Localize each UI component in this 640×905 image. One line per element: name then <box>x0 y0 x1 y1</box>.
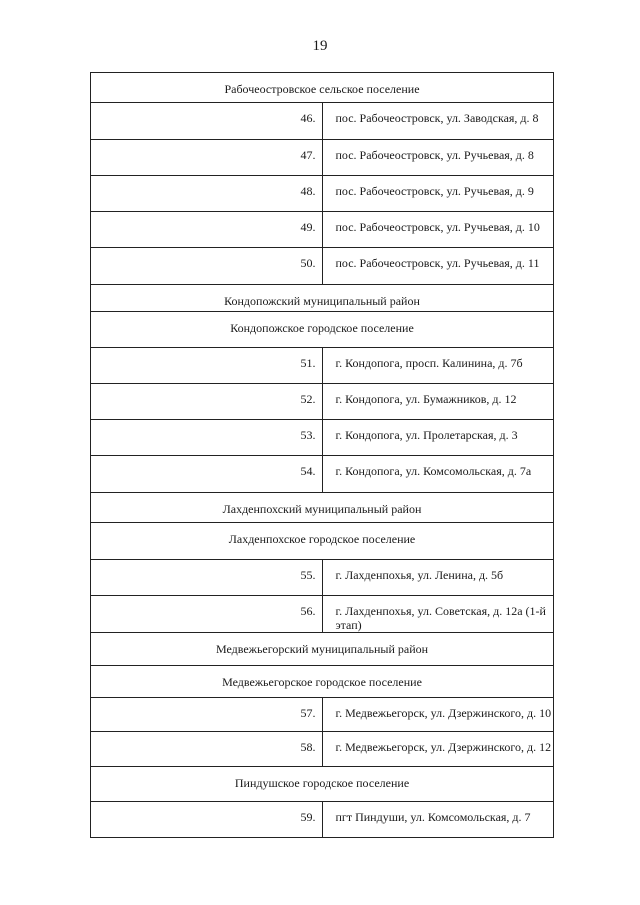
row-number: 55. <box>91 560 323 596</box>
table-row <box>91 802 554 838</box>
section-title: Пиндушское городское поселение <box>91 767 554 802</box>
row-number: 47. <box>91 140 323 176</box>
table-row <box>91 212 554 248</box>
row-number: 51. <box>91 348 323 384</box>
row-number: 48. <box>91 176 323 212</box>
row-number: 54. <box>91 456 323 493</box>
address-cell: г. Кондопога, ул. Пролетарская, д. 3 <box>322 420 554 456</box>
address-cell: г. Медвежьегорск, ул. Дзержинского, д. 10 <box>322 698 554 732</box>
row-number: 53. <box>91 420 323 456</box>
address-cell: пос. Рабочеостровск, ул. Ручьевая, д. 8 <box>322 140 554 176</box>
address-cell: пгт Пиндуши, ул. Комсомольская, д. 7 <box>322 802 554 838</box>
row-number: 56. <box>91 596 323 633</box>
section-header-row <box>91 312 554 348</box>
section-header-row <box>91 73 554 103</box>
section-title: Кондопожский муниципальный район <box>91 285 554 312</box>
table-row <box>91 456 554 493</box>
section-title: Медвежьегорское городское поселение <box>91 666 554 698</box>
table-row <box>91 732 554 767</box>
row-number: 50. <box>91 248 323 285</box>
address-cell: пос. Рабочеостровск, ул. Ручьевая, д. 9 <box>322 176 554 212</box>
section-header-row <box>91 493 554 523</box>
row-number: 49. <box>91 212 323 248</box>
table-row <box>91 420 554 456</box>
table-row <box>91 596 554 633</box>
table-row <box>91 384 554 420</box>
section-title: Кондопожское городское поселение <box>91 312 554 348</box>
address-cell: пос. Рабочеостровск, ул. Ручьевая, д. 11 <box>322 248 554 285</box>
section-title: Лахденпохский муниципальный район <box>91 493 554 523</box>
table-row <box>91 560 554 596</box>
table-row <box>91 698 554 732</box>
section-header-row <box>91 666 554 698</box>
section-header-row <box>91 767 554 802</box>
address-table-body <box>91 73 554 838</box>
address-cell: г. Кондопога, ул. Комсомольская, д. 7а <box>322 456 554 493</box>
address-cell: г. Медвежьегорск, ул. Дзержинского, д. 12 <box>322 732 554 767</box>
table-row <box>91 103 554 140</box>
address-table <box>90 72 554 838</box>
address-cell: г. Кондопога, просп. Калинина, д. 7б <box>322 348 554 384</box>
row-number: 52. <box>91 384 323 420</box>
table-row <box>91 140 554 176</box>
address-cell: г. Лахденпохья, ул. Советская, д. 12а (1-й этап) <box>322 596 554 633</box>
table-row <box>91 176 554 212</box>
row-number: 57. <box>91 698 323 732</box>
table-row <box>91 248 554 285</box>
row-number: 46. <box>91 103 323 140</box>
row-number: 58. <box>91 732 323 767</box>
address-cell: г. Лахденпохья, ул. Ленина, д. 5б <box>322 560 554 596</box>
section-header-row <box>91 523 554 560</box>
address-cell: пос. Рабочеостровск, ул. Заводская, д. 8 <box>322 103 554 140</box>
section-title: Медвежьегорский муниципальный район <box>91 633 554 666</box>
address-cell: пос. Рабочеостровск, ул. Ручьевая, д. 10 <box>322 212 554 248</box>
section-header-row <box>91 285 554 312</box>
table-row <box>91 348 554 384</box>
row-number: 59. <box>91 802 323 838</box>
section-title: Лахденпохское городское поселение <box>91 523 554 560</box>
section-header-row <box>91 633 554 666</box>
section-title: Рабочеостровское сельское поселение <box>91 73 554 103</box>
address-cell: г. Кондопога, ул. Бумажников, д. 12 <box>322 384 554 420</box>
page-number: 19 <box>312 38 328 54</box>
